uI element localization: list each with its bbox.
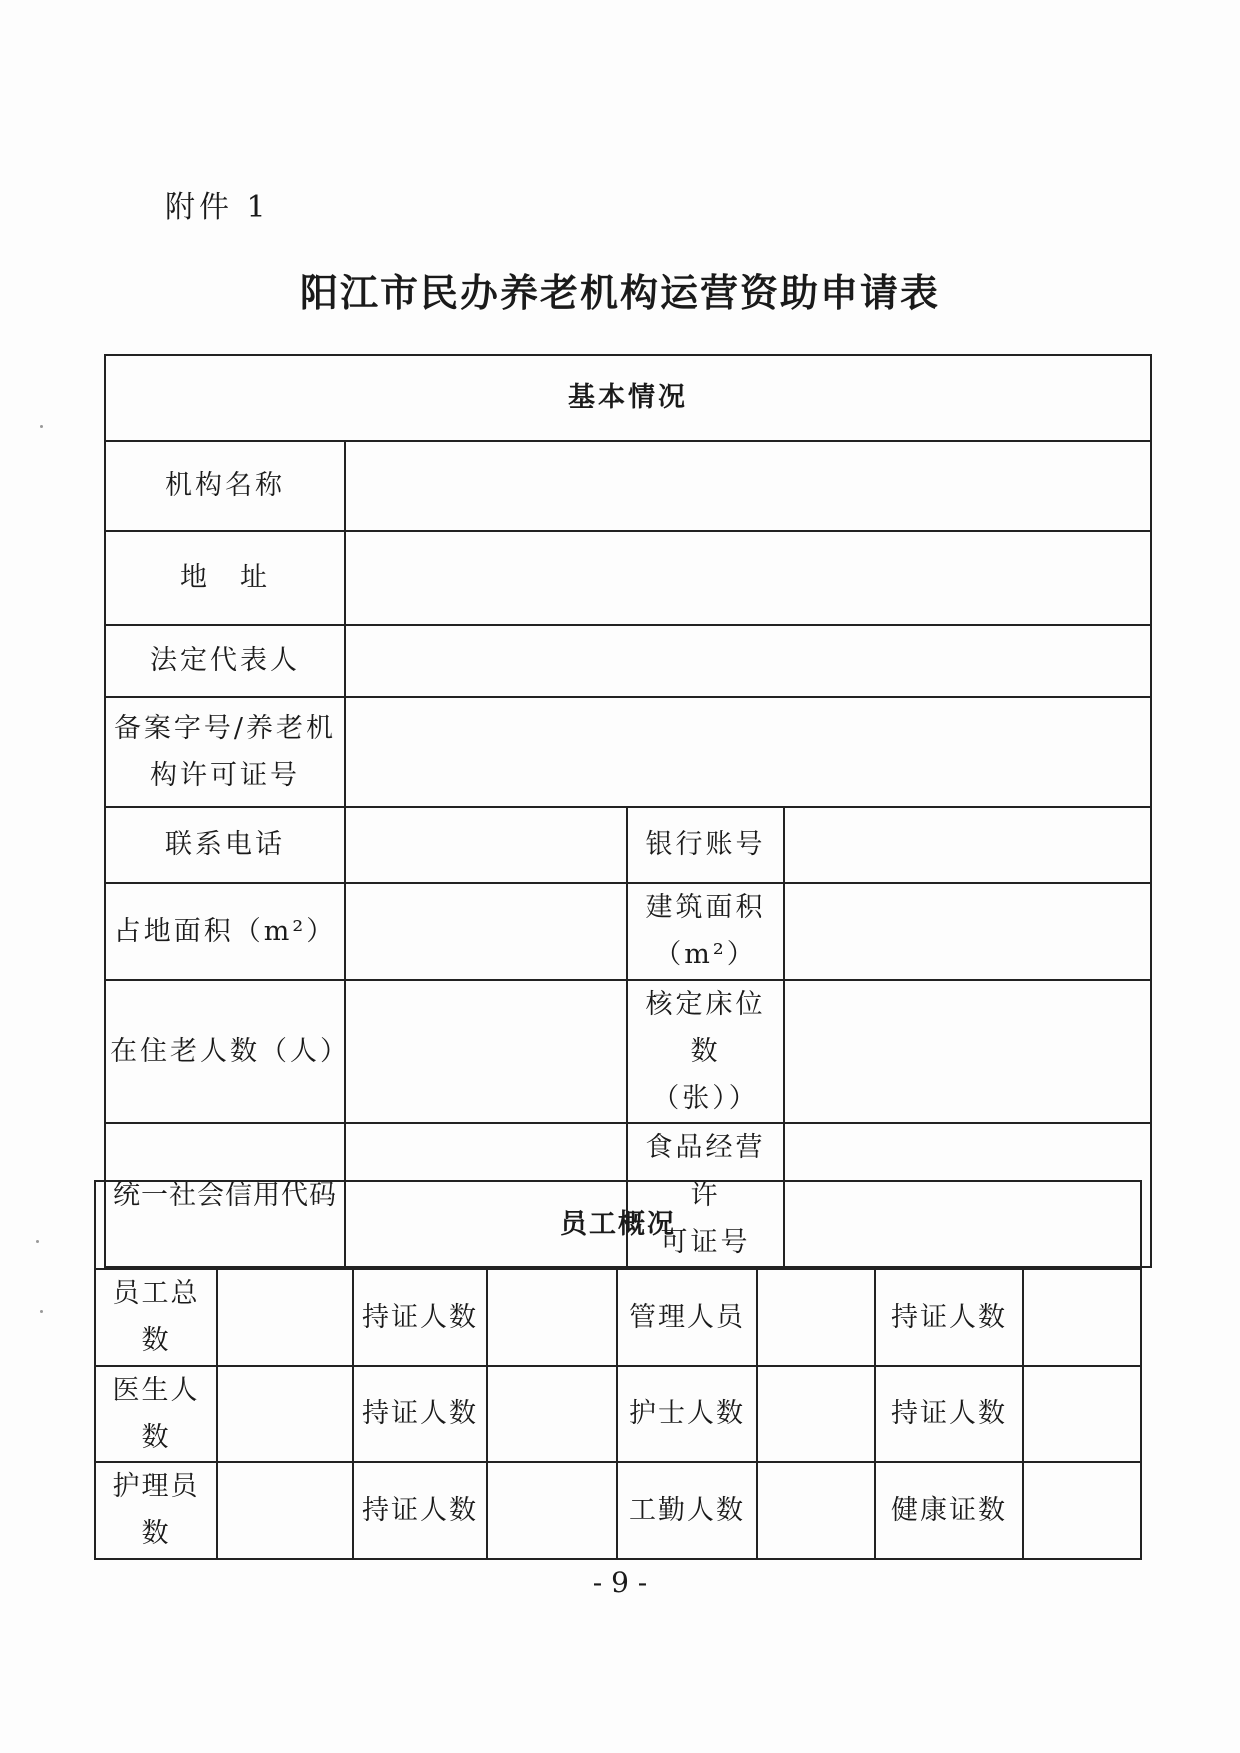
org-name-label: 机构名称 <box>105 441 345 531</box>
food-license-label-line1: 食品经营许 <box>645 1132 766 1211</box>
bank-account-label: 银行账号 <box>627 807 784 883</box>
license-number-label-line1: 备案字号/养老机 <box>113 712 337 744</box>
workers-field[interactable] <box>757 1462 875 1559</box>
building-area-label-line2: （m²） <box>654 939 757 971</box>
caregivers-certified-field[interactable] <box>487 1462 617 1559</box>
residents-field[interactable] <box>345 980 627 1124</box>
health-cert-label: 健康证数 <box>875 1462 1023 1559</box>
license-number-field[interactable] <box>345 697 1151 807</box>
beds-label-line2: （张）） <box>652 1083 759 1114</box>
address-field[interactable] <box>345 531 1151 625</box>
phone-field[interactable] <box>345 807 627 883</box>
basic-info-table <box>104 354 1152 1268</box>
doctors-label: 医生人数 <box>95 1366 217 1463</box>
staff-table <box>94 1180 1142 1560</box>
health-cert-field[interactable] <box>1023 1462 1141 1559</box>
beds-label <box>627 980 784 1124</box>
staff-section-title: 员工概况 <box>95 1181 1141 1269</box>
residents-label: 在住老人数（人） <box>105 980 345 1124</box>
form-title: 阳江市民办养老机构运营资助申请表 <box>299 270 940 315</box>
managers-certified-field[interactable] <box>1023 1269 1141 1366</box>
beds-label-line1: 核定床位数 <box>645 988 766 1067</box>
caregivers-certified-label: 持证人数 <box>353 1462 487 1559</box>
beds-field[interactable] <box>784 980 1151 1124</box>
land-area-field[interactable] <box>345 883 627 980</box>
scan-speck <box>40 1310 43 1313</box>
legal-rep-field[interactable] <box>345 625 1151 697</box>
caregivers-field[interactable] <box>217 1462 353 1559</box>
nurses-field[interactable] <box>757 1366 875 1463</box>
scan-speck <box>40 425 43 428</box>
workers-label: 工勤人数 <box>617 1462 757 1559</box>
building-area-label <box>627 883 784 980</box>
doctors-certified-field[interactable] <box>487 1366 617 1463</box>
building-area-label-line1: 建筑面积 <box>645 892 766 923</box>
legal-rep-label: 法定代表人 <box>105 625 345 697</box>
staff-row <box>95 1269 1141 1366</box>
managers-field[interactable] <box>757 1269 875 1366</box>
staff-certified-field[interactable] <box>487 1269 617 1366</box>
food-license-label-line2: 可证号 <box>660 1226 751 1258</box>
credit-code-label: 统一社会信用代码 <box>105 1123 345 1267</box>
doctors-field[interactable] <box>217 1366 353 1463</box>
basic-info-section-title: 基本情况 <box>105 355 1151 441</box>
doctors-certified-label: 持证人数 <box>353 1366 487 1463</box>
land-area-label: 占地面积（m²） <box>105 883 345 980</box>
scan-speck <box>36 1240 39 1243</box>
managers-certified-label: 持证人数 <box>875 1269 1023 1366</box>
license-number-label <box>105 697 345 807</box>
staff-row <box>95 1366 1141 1463</box>
managers-label: 管理人员 <box>617 1269 757 1366</box>
bank-account-field[interactable] <box>784 807 1151 883</box>
caregivers-label: 护理员数 <box>95 1462 217 1559</box>
phone-label: 联系电话 <box>105 807 345 883</box>
org-name-field[interactable] <box>345 441 1151 531</box>
attachment-label: 附件 1 <box>165 190 270 225</box>
building-area-field[interactable] <box>784 883 1151 980</box>
nurses-label: 护士人数 <box>617 1366 757 1463</box>
nurses-certified-label: 持证人数 <box>875 1366 1023 1463</box>
address-label: 地 址 <box>105 531 345 625</box>
staff-row <box>95 1462 1141 1559</box>
license-number-label-line2: 构许可证号 <box>150 760 300 791</box>
staff-certified-label: 持证人数 <box>353 1269 487 1366</box>
staff-total-field[interactable] <box>217 1269 353 1366</box>
nurses-certified-field[interactable] <box>1023 1366 1141 1463</box>
page-number: - 9 - <box>592 1566 648 1599</box>
staff-total-label: 员工总数 <box>95 1269 217 1366</box>
